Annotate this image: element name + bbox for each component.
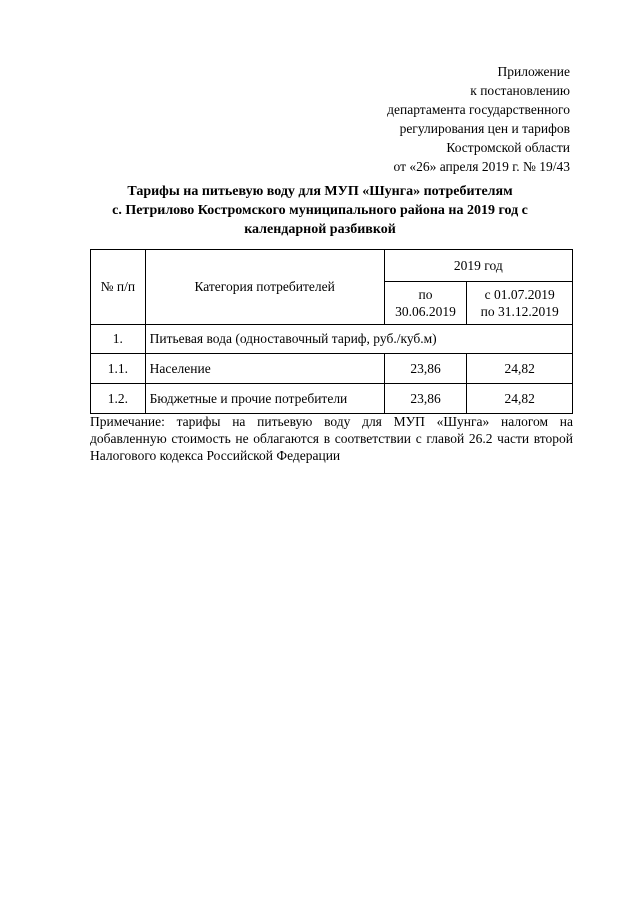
section-num: 1. <box>91 325 146 354</box>
row-category: Бюджетные и прочие потребители <box>145 384 384 414</box>
header-period-2 <box>467 282 573 325</box>
document-title <box>60 182 580 239</box>
header-period-1 <box>384 282 467 325</box>
header-num-cell: № п/п <box>91 250 146 325</box>
header-line-date-number: от «26» апреля 2019 г. № 19/43 <box>393 159 570 174</box>
row-category: Население <box>145 354 384 384</box>
row-tariff-period-2: 24,82 <box>467 354 573 384</box>
title-line-1: Тарифы на питьевую воду для МУП «Шунга» потребителям <box>127 184 513 199</box>
tariff-table <box>90 249 573 414</box>
period-2-line-2: по 31.12.2019 <box>480 304 559 319</box>
table-row <box>91 384 573 414</box>
header-year-cell: 2019 год <box>384 250 572 282</box>
period-2-line-1: с 01.07.2019 <box>484 287 555 302</box>
header-line-department: департамента государственного <box>387 102 570 117</box>
row-tariff-period-2: 24,82 <box>467 384 573 414</box>
period-1-line-2: 30.06.2019 <box>395 304 456 319</box>
row-tariff-period-1: 23,86 <box>384 384 467 414</box>
header-line-resolution: к постановлению <box>470 83 570 98</box>
appendix-header <box>387 62 570 176</box>
header-category-cell: Категория потребителей <box>145 250 384 325</box>
header-line-region: Костромской области <box>446 140 570 155</box>
title-line-3: календарной разбивкой <box>244 222 396 237</box>
period-1-line-1: по <box>418 287 433 302</box>
section-label: Питьевая вода (одноставочный тариф, руб./куб.м) <box>145 325 572 354</box>
table-row <box>91 354 573 384</box>
header-line-regulation: регулирования цен и тарифов <box>399 121 570 136</box>
table-section-row <box>91 325 573 354</box>
row-num: 1.1. <box>91 354 146 384</box>
header-line-appendix: Приложение <box>497 64 570 79</box>
title-line-2: с. Петрилово Костромского муниципального района на 2019 год с <box>112 203 528 218</box>
row-tariff-period-1: 23,86 <box>384 354 467 384</box>
row-num: 1.2. <box>91 384 146 414</box>
note-paragraph: Примечание: тарифы на питьевую воду для МУП «Шунга» налогом на добавленную стоимость не облагаются в соответствии с главой 26.2 части второй Налогового кодекса Российской Федерации <box>90 414 573 463</box>
